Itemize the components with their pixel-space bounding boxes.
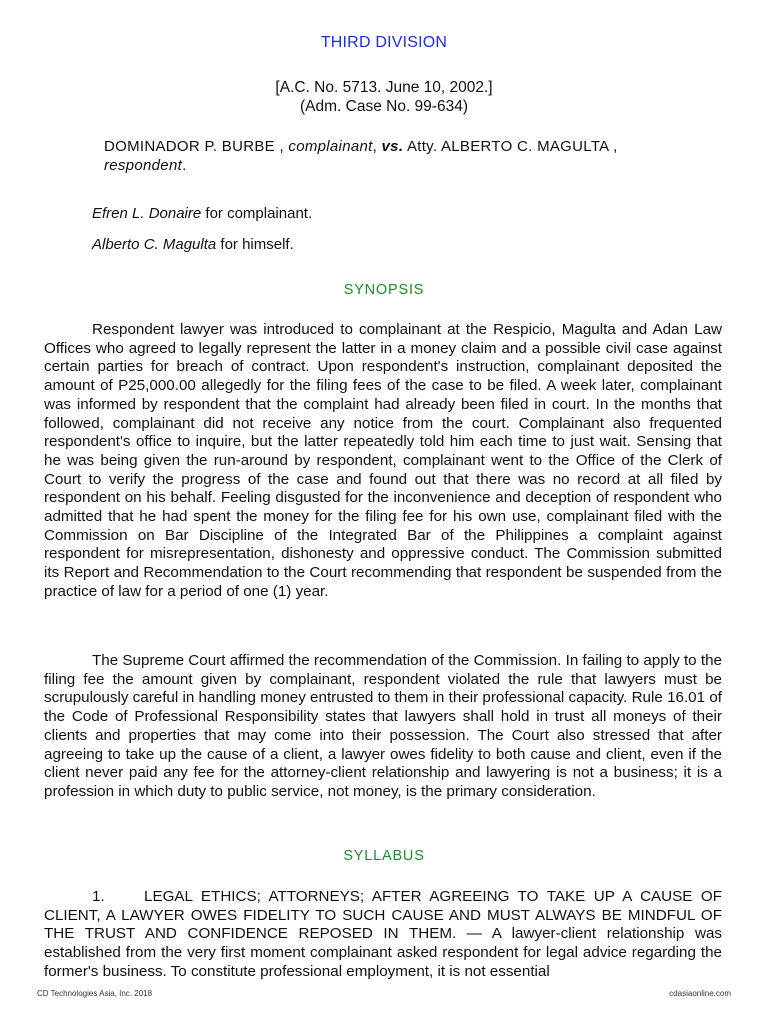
synopsis-paragraph: The Supreme Court affirmed the recommendation of the Commission. In failing to apply to the filing fee the amount given by complainant, respondent violated the rule that lawyers must be scrupulously careful in handling money entrusted to them in their professional capacity. Rule 16.01 of the Code of Professional Responsibility states that lawyers shall hold in trust all moneys of their clients and properties that may come into their possession. The Court also stressed that after agreeing to take up the cause of a client, a lawyer owes fidelity to both cause and client, even if the client never paid any fee for the attorney-client relationship and lawyering is not a business; it is a profession in which duty to public service, not money, is the primary consideration.: [44, 652, 722, 800]
counsel-complainant: [92, 204, 312, 223]
syllabus-item-number: 1.: [92, 888, 105, 905]
respondent-name: Atty. ALBERTO C. MAGULTA: [406, 138, 609, 155]
division-heading: THIRD DIVISION: [320, 34, 448, 51]
counsel-role: for himself.: [220, 236, 294, 253]
complainant-name: DOMINADOR P. BURBE: [104, 138, 275, 155]
syllabus-item-text: LEGAL ETHICS; ATTORNEYS; AFTER AGREEING TO TAKE UP A CAUSE OF CLIENT, A LAWYER OWES FIDELITY TO SUCH CAUSE AND MUST ALWAYS BE MINDFUL OF THE TRUST AND CONFIDENCE REPOSED IN THEM. — A lawyer-client relationship was established from the very first moment complainant asked respondent for legal advice regarding the former's business. To constitute professional employment, it is not essential: [44, 888, 722, 980]
case-number: [A.C. No. 5713. June 10, 2002.]: [275, 79, 493, 96]
counsel-name: Alberto C. Magulta: [92, 236, 217, 253]
admin-case-number: (Adm. Case No. 99-634): [300, 98, 468, 115]
complainant-role: complainant: [288, 138, 373, 155]
counsel-name: Efren L. Donaire: [92, 205, 202, 222]
versus: vs.: [381, 138, 404, 155]
synopsis-heading: SYNOPSIS: [343, 282, 425, 298]
case-parties: DOMINADOR P. BURBE , complainant, vs. Atty. ALBERTO C. MAGULTA , respondent.: [104, 138, 618, 174]
case-number-block: [0, 78, 768, 116]
respondent-role: respondent: [104, 157, 183, 174]
counsel-respondent: [92, 235, 294, 254]
syllabus-item: [44, 888, 722, 984]
synopsis-paragraph: Respondent lawyer was introduced to complainant at the Respicio, Magulta and Adan Law Offices who agreed to legally represent the latter in a money claim and a possible civil case against certain parties for breach of contract. Upon respondent's instruction, complainant deposited the amount of P25,000.00 allegedly for the filing fees of the case to be filed. A week later, complainant was informed by respondent that the complaint had already been filed in court. In the months that followed, complainant did not receive any notice from the court. Complainant also frequented respondent's office to inquire, but the latter repeatedly told him each time to just wait. Sensing that he was being given the run-around by respondent, complainant went to the Office of the Clerk of Court to verify the progress of the case and found out that there was no record at all filed by respondent on his behalf. Feeling disgusted for the inconvenience and deception of respondent who admitted that he had spent the money for the filing fee for his own use, complainant filed with the Commission on Bar Discipline of the Integrated Bar of the Philippines a complaint against respondent for misrepresentation, dishonesty and oppressive conduct. The Commission submitted its Report and Recommendation to the Court recommending that respondent be suspended from the practice of law for a period of one (1) year.: [44, 321, 722, 600]
footer-website: cdasiaonline.com: [669, 989, 731, 998]
syllabus-heading: SYLLABUS: [343, 848, 425, 864]
footer-publisher: CD Technologies Asia, Inc. 2018: [37, 989, 153, 998]
counsel-role: for complainant.: [205, 205, 313, 222]
